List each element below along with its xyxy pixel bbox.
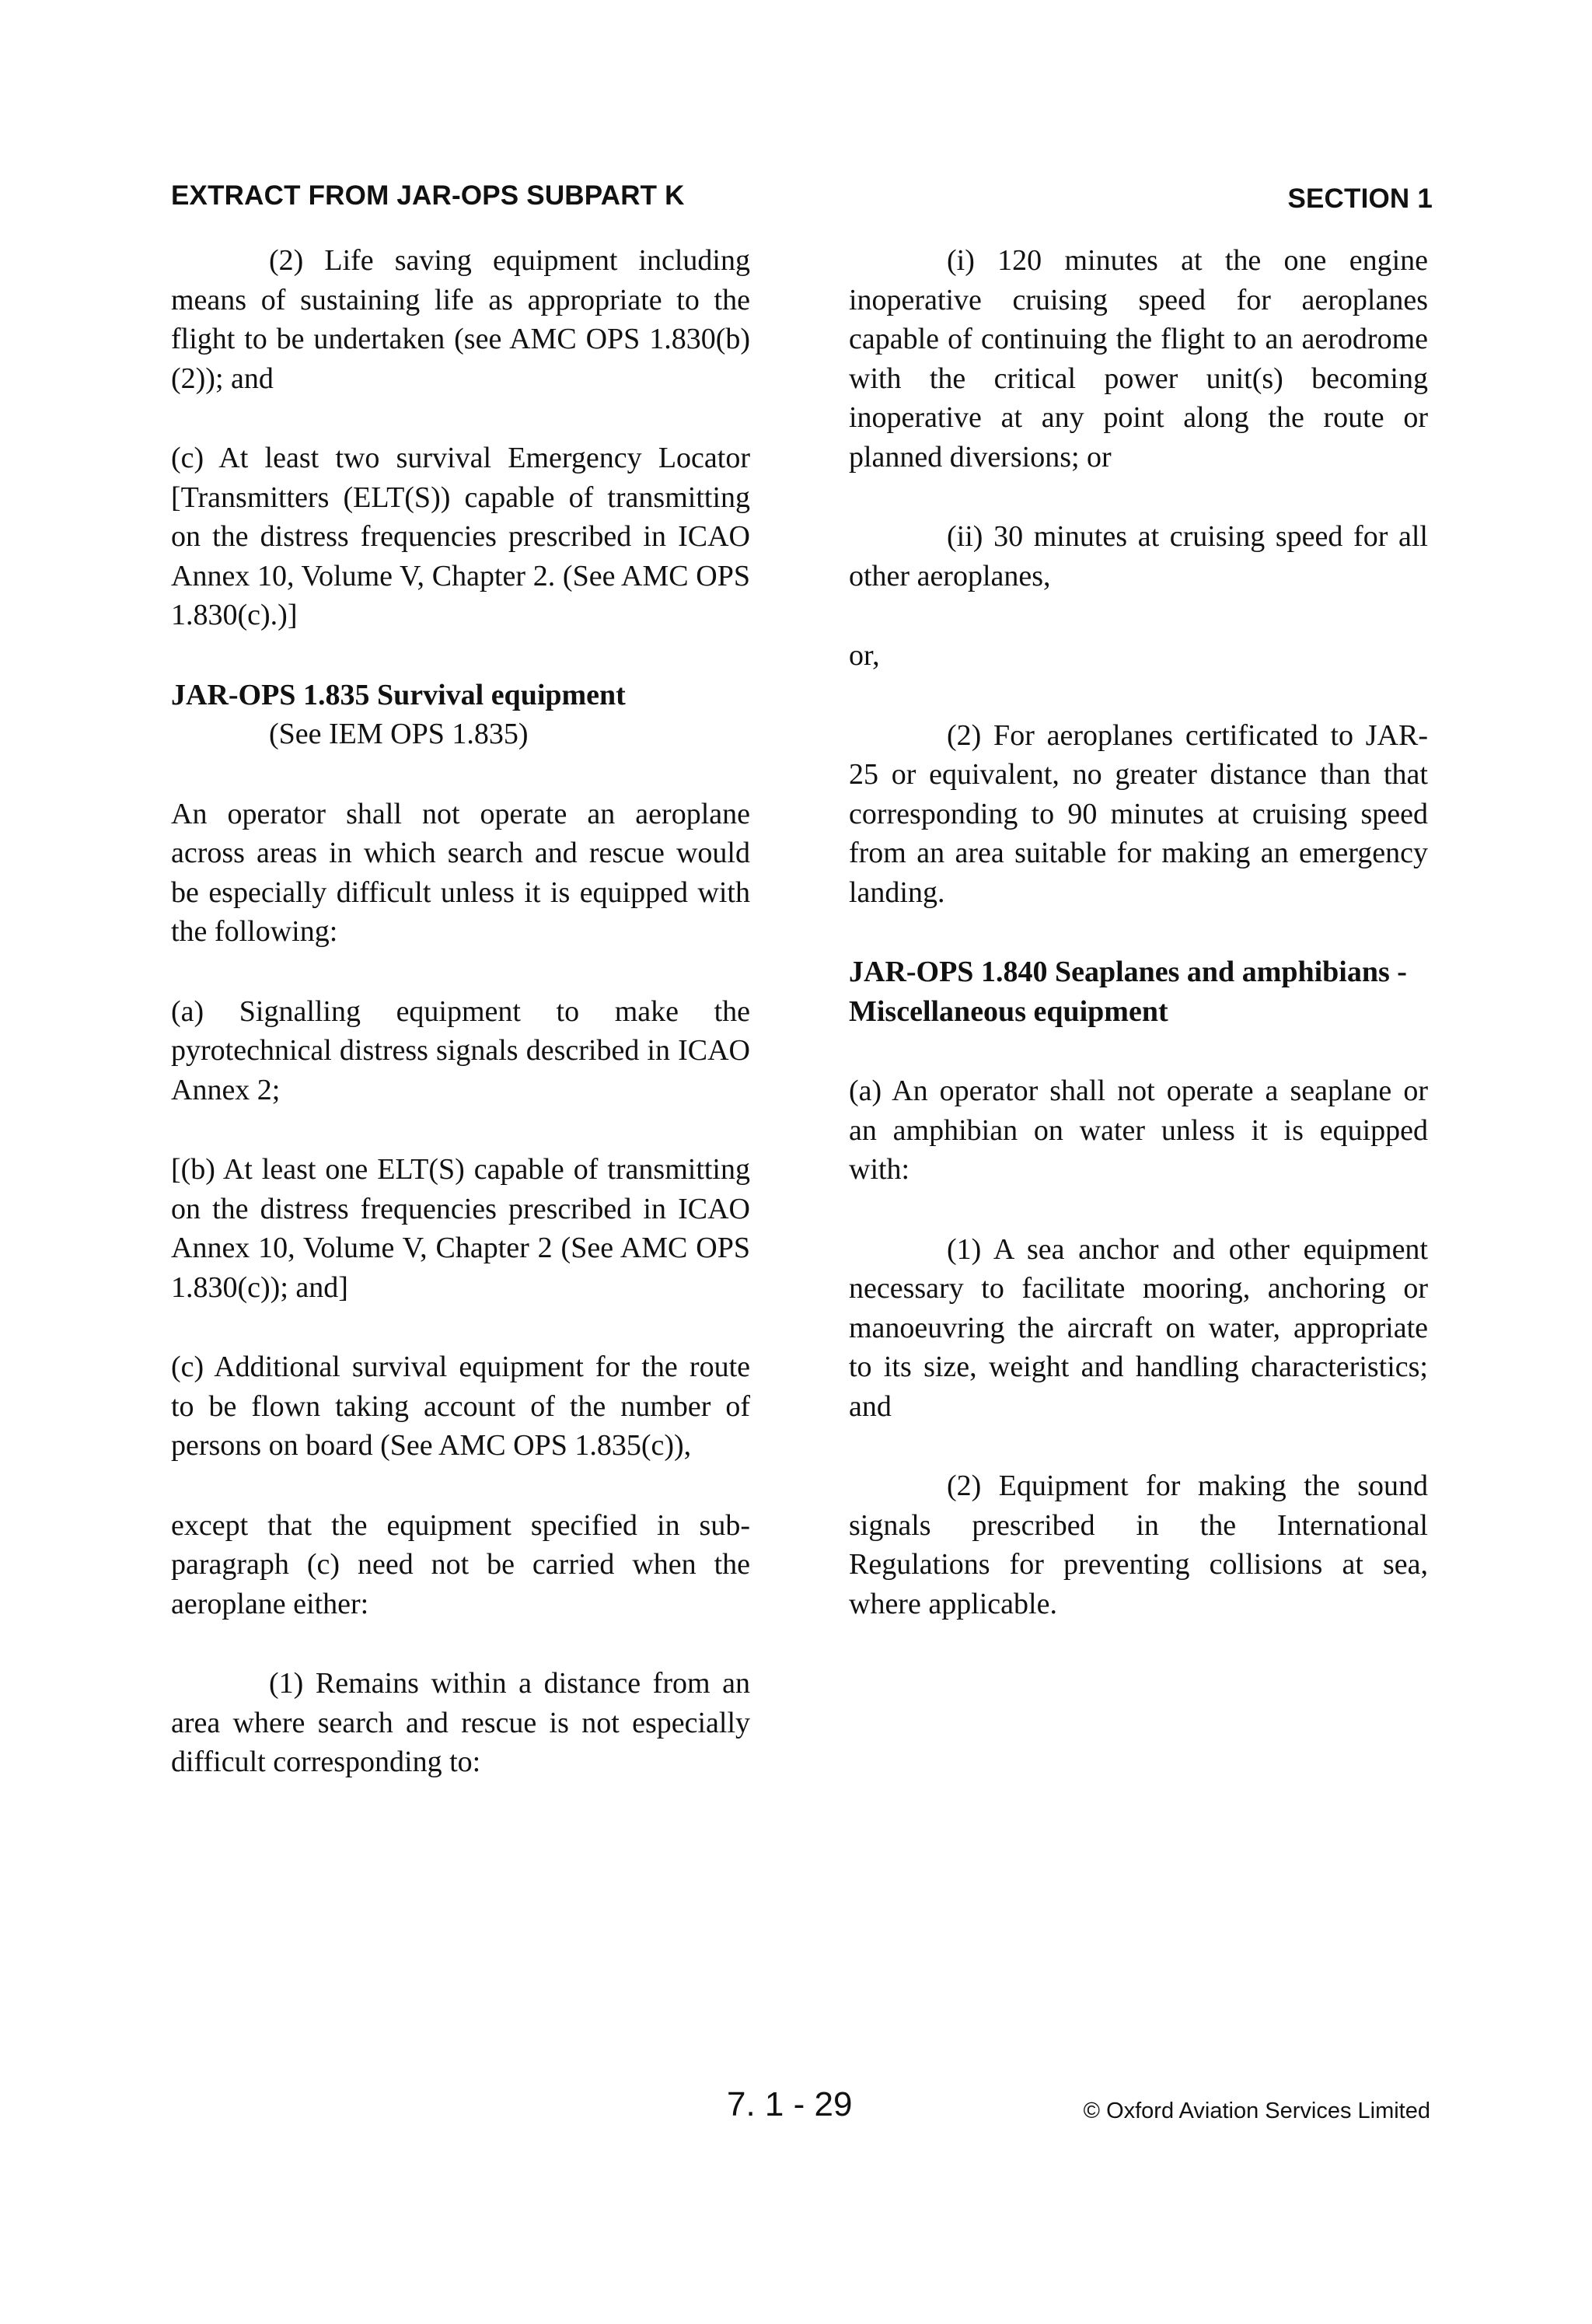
paragraph-life-saving: (2) Life saving equipment including means of sustaining life as appropriate to the flight to be undertaken (see AMC OPS 1.830(b)(2)); and [171,244,750,395]
paragraph-30-minutes: (ii) 30 minutes at cruising speed for all other aeroplanes, [849,520,1428,592]
paragraph-jar25: (2) For aeroplanes certificated to JAR-25 or equivalent, no greater distance than that corresponding to 90 minutes at cruising speed from an area suitable for making an emergency landing. [849,718,1428,909]
heading-survival-equipment: JAR-OPS 1.835 Survival equipment [171,678,626,711]
paragraph-signalling: (a) Signalling equipment to make the pyrotechnical distress signals described in ICAO Annex 2; [171,994,750,1106]
paragraph-remains-within: (1) Remains within a distance from an area where search and rescue is not especially difficult corresponding to: [171,1667,750,1778]
paragraph-sea-anchor: (1) A sea anchor and other equipment necessary to facilitate mooring, anchoring or manoeuvring the aircraft on water, appropriate to its size, weight and handling characteristics; and [849,1232,1428,1423]
heading-seaplanes: JAR-OPS 1.840 Seaplanes and amphibians - Miscellaneous equipment [849,956,1407,1028]
page-number: 7. 1 - 29 [727,2085,853,2123]
paragraph-sound-signals: (2) Equipment for making the sound signals prescribed in the International Regulations for preventing collisions at sea, where applicable. [849,1470,1428,1620]
paragraph-operator-requirement: An operator shall not operate an aeroplane across areas in which search and rescue would be especially difficult unless it is equipped with the following: [171,797,750,948]
paragraph-additional-survival: (c) Additional survival equipment for the route to be flown taking account of the number of persons on board (See AMC OPS 1.835(c)), [171,1351,750,1462]
section-label: SECTION 1 [1287,183,1433,214]
header-title: EXTRACT FROM JAR-OPS SUBPART K [171,180,685,211]
paragraph-seaplane-requirement: (a) An operator shall not operate a seaplane or an amphibian on water unless it is equipped with: [849,1075,1428,1186]
left-column [171,241,750,1823]
paragraph-or: or, [849,639,880,672]
paragraph-120-minutes: (i) 120 minutes at the one engine inoperative cruising speed for aeroplanes capable of continuing the flight to an aerodrome with the critical power unit(s) becoming inoperative at any point along the route or planned diversions; or [849,244,1428,474]
paragraph-exception: except that the equipment specified in sub-paragraph (c) need not be carried when the aeroplane either: [171,1508,750,1620]
right-column [849,241,1428,1664]
heading-reference: (See IEM OPS 1.835) [269,718,529,750]
paragraph-elt-one: [(b) At least one ELT(S) capable of transmitting on the distress frequencies prescribed in ICAO Annex 10, Volume V, Chapter 2 (See AMC OPS 1.830(c)); and] [171,1153,750,1304]
copyright-notice: © Oxford Aviation Services Limited [1083,2099,1430,2123]
paragraph-elt-two: (c) At least two survival Emergency Locator [Transmitters (ELT(S)) capable of transmitting on the distress frequencies prescribed in ICAO Annex 10, Volume V, Chapter 2. (See AMC OPS 1.830(c).)] [171,442,750,631]
